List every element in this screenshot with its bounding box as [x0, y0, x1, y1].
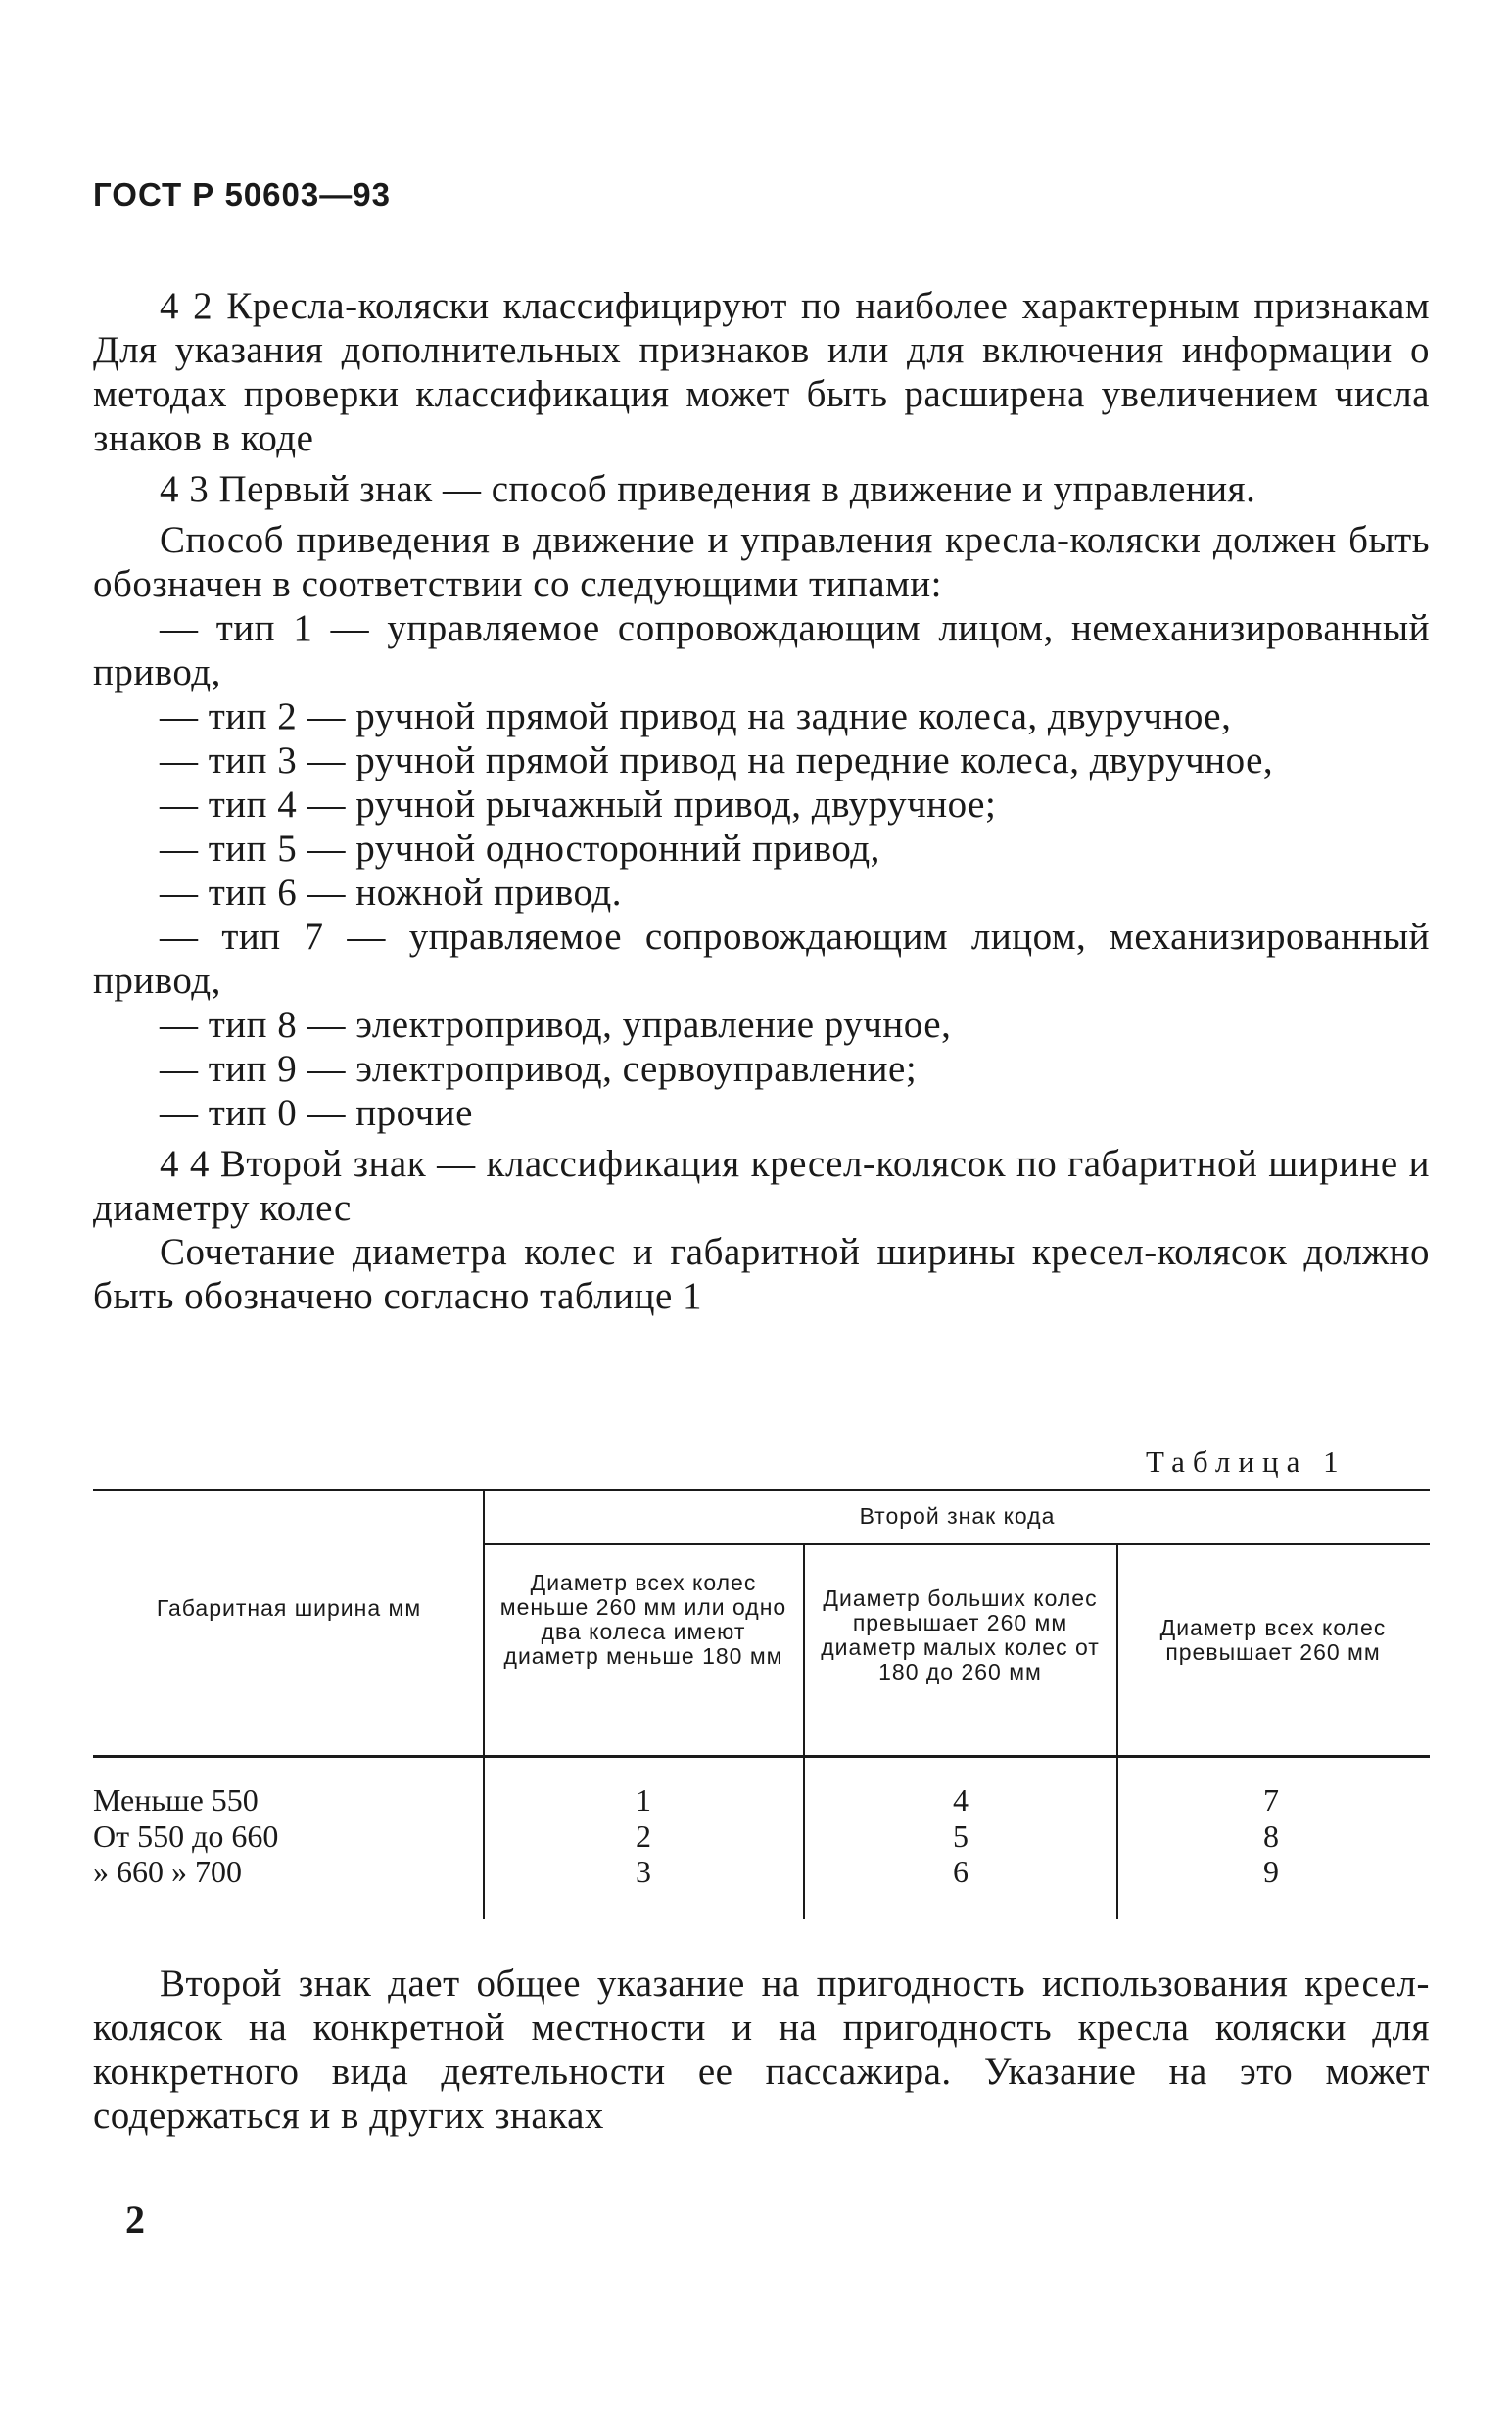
table-cell-width: Меньше 550	[93, 1782, 259, 1818]
list-item: — тип 5 — ручной односторонний привод,	[160, 828, 880, 870]
table-cell: 2	[636, 1819, 651, 1854]
paragraph-4-4: 4 4 Второй знак — классификация кресел-колясок по габаритной ширине и диаметру колес	[93, 1143, 1430, 1229]
list-item: — тип 9 — электропривод, сервоуправление;	[160, 1048, 918, 1090]
table-cell: 3	[636, 1854, 651, 1889]
paragraph-4-4-body: Сочетание диаметра колес и габаритной ширины кресел-колясок должно быть обозначено согласно таблице 1	[93, 1231, 1430, 1317]
table-cell: 4	[953, 1782, 969, 1818]
list-item: — тип 4 — ручной рычажный привод, двуручное;	[160, 783, 997, 826]
list-item: — тип 1 — управляемое сопровождающим лицом, немеханизированный привод,	[93, 607, 1430, 693]
table-cell: 5	[953, 1819, 969, 1854]
table-cell-width: » 660 » 700	[93, 1854, 242, 1889]
table-top-rule	[93, 1489, 1430, 1491]
list-item: — тип 8 — электропривод, управление ручное,	[160, 1004, 952, 1046]
table-cell: 7	[1263, 1782, 1279, 1818]
page-number: 2	[125, 2198, 145, 2242]
list-item: — тип 6 — ножной привод.	[160, 872, 622, 914]
paragraph-4-2: 4 2 Кресла-коляски классифицируют по наиболее характерным признакам Для указания дополнительных признаков или для включения информации о методах проверки классификация может быть расширена увеличением числа знаков в коде	[93, 285, 1430, 459]
group-header: Второй знак кода	[859, 1503, 1056, 1529]
main-text	[93, 284, 1430, 1318]
table-cell: 9	[1263, 1854, 1279, 1889]
col-header-width: Габаритная ширина мм	[156, 1595, 422, 1621]
table-caption: Таблица 1	[1146, 1444, 1347, 1479]
paragraph-closing: Второй знак дает общее указание на пригодность использования кресел-колясок на конкретной местности и на пригодность кресла коляски для конкретного вида деятельности ее пассажира. Указание на это может содержаться и в других знаках	[93, 1963, 1430, 2137]
types-list	[93, 606, 1430, 1135]
header-bottom-rule	[93, 1755, 1430, 1758]
list-item: — тип 2 — ручной прямой привод на задние колеса, двуручное,	[160, 695, 1232, 737]
document-header: ГОСТ Р 50603—93	[93, 176, 391, 213]
list-item: — тип 3 — ручной прямой привод на передние колеса, двуручное,	[160, 739, 1274, 781]
list-item: — тип 7 — управляемое сопровождающим лицом, механизированный привод,	[93, 916, 1430, 1002]
col-divider	[803, 1544, 805, 1919]
paragraph-4-3-body: Способ приведения в движение и управления кресла-коляски должен быть обозначен в соответствии со следующими типами:	[93, 519, 1430, 605]
classification-table	[93, 1489, 1430, 1919]
col-divider	[1116, 1544, 1118, 1919]
col-header-2: Диаметр больших колес превышает 260 мм диаметр малых колес от 180 до 260 мм	[821, 1585, 1100, 1684]
col-header-1: Диаметр всех колес меньше 260 мм или одно два колеса имеют диаметр меньше 180 мм	[499, 1570, 787, 1669]
col-header-3: Диаметр всех колес превышает 260 мм	[1159, 1615, 1387, 1665]
table-cell: 8	[1263, 1819, 1279, 1854]
list-item: — тип 0 — прочие	[160, 1092, 473, 1134]
table-cell: 6	[953, 1854, 969, 1889]
col-divider	[483, 1489, 485, 1919]
table-cell-width: От 550 до 660	[93, 1819, 279, 1854]
closing-text	[93, 1962, 1430, 2138]
paragraph-4-3: 4 3 Первый знак — способ приведения в движение и управления.	[160, 468, 1256, 510]
table-cell: 1	[636, 1782, 651, 1818]
group-header-rule	[485, 1543, 1430, 1545]
